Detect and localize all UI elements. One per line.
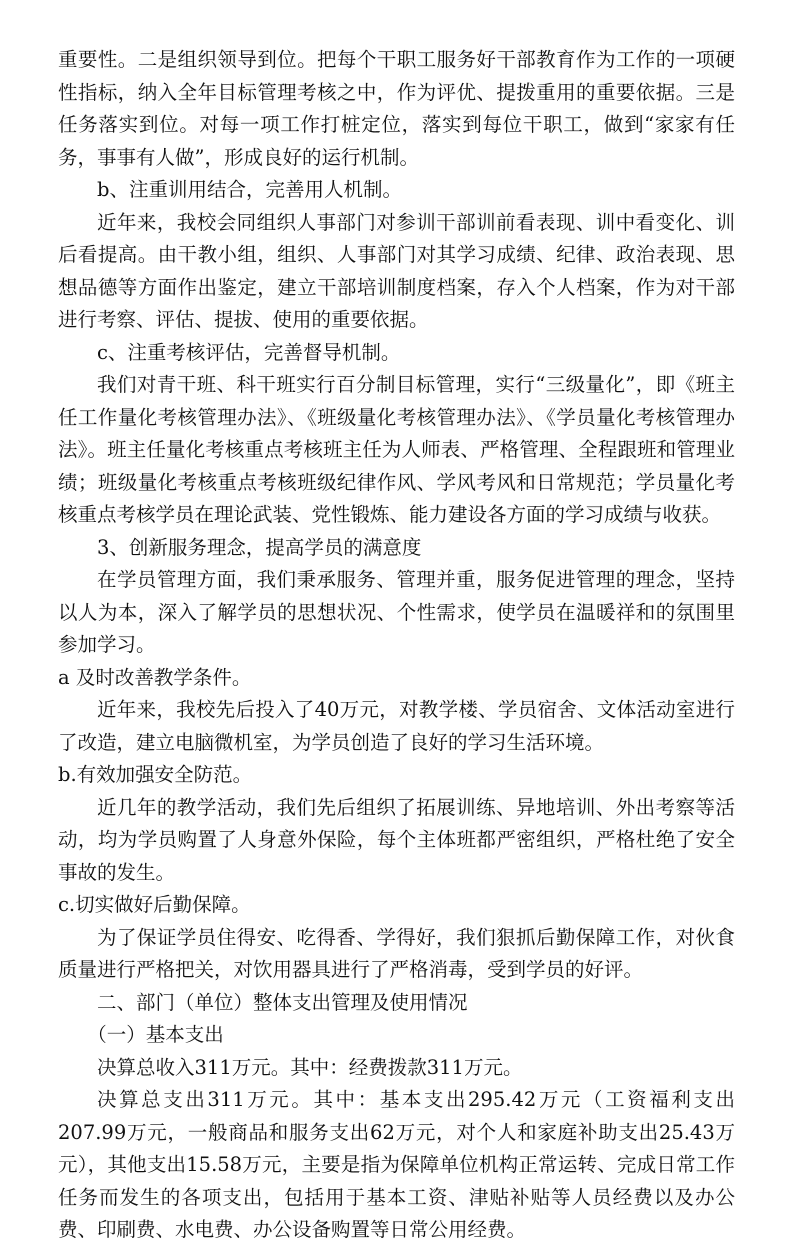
section-heading: 二、部门（单位）整体支出管理及使用情况 <box>97 990 468 1014</box>
paragraph-1: 重要性。二是组织领导到位。把每个干职工服务好干部教育作为工作的一项硬性指标，纳入全年目标管理考核之中，作为评优、提拨重用的重要依据。三是任务落实到位。对每一项工作打桩定位，落实到每位干职工，做到“家家有任务，事事有人做”，形成良好的运行机制。 <box>58 48 735 169</box>
paragraph-2: b、注重训用结合，完善用人机制。 <box>97 178 402 201</box>
paragraph-3: 近年来，我校会同组织人事部门对参训干部训前看表现、训中看变化、训后看提高。由干教小组，组织、人事部门对其学习成绩、纪律、政治表现、思想品德等方面作出鉴定，建立干部培训制度档案，存入个人档案，作为对干部进行考察、评估、提拔、使用的重要依据。 <box>58 210 735 331</box>
paragraph-8: a 及时改善教学条件。 <box>58 665 252 689</box>
paragraph-income: 决算总收入311万元。其中：经费拨款311万元。 <box>97 1055 523 1079</box>
paragraph-10: b.有效加强安全防范。 <box>58 763 253 786</box>
paragraph-4: c、注重考核评估，完善督导机制。 <box>97 340 401 364</box>
paragraph-7: 在学员管理方面，我们秉承服务、管理并重，服务促进管理的理念，坚持以人为本，深入了解学员的思想状况、个性需求，使学员在温暖祥和的氛围里参加学习。 <box>58 568 735 656</box>
paragraph-11: 近几年的教学活动，我们先后组织了拓展训练、异地培训、外出考察等活动，均为学员购置了人身意外保险，每个主体班都严密组织，严格杜绝了安全事故的发生。 <box>58 795 735 884</box>
paragraph-5: 我们对青干班、科干班实行百分制目标管理，实行“三级量化”，即《班主任工作量化考核管理办法》、《班级量化考核管理办法》、《学员量化考核管理办法》。班主任量化考核重点考核班主任为人师表、严格管理、全程跟班和管理业绩；班级量化考核重点考核班级纪律作风、学风考风和日常规范；学员量化考核重点考核学员在理论武装、党性锻炼、能力建设各方面的学习成绩与收获。 <box>58 373 735 526</box>
paragraph-expenditure: 决算总支出311万元。其中：基本支出295.42万元（工资福利支出207.99万元，一般商品和服务支出62万元，对个人和家庭补助支出25.43万元），其他支出15.58万元，主要是指为保障单位机构正常运转、完成日常工作任务而发生的各项支出，包括用于基本工资、津贴补贴等人员经费以及办公费、印刷费、水电费、办公设备购置等日常公用经费。 <box>58 1088 735 1241</box>
paragraph-12: c.切实做好后勤保障。 <box>58 893 251 916</box>
paragraph-6: 3、创新服务理念，提高学员的满意度 <box>97 535 422 559</box>
paragraph-9: 近年来，我校先后投入了40万元，对教学楼、学员宿舍、文体活动室进行了改造，建立电脑微机室，为学员创造了良好的学习生活环境。 <box>58 698 735 754</box>
paragraph-13: 为了保证学员住得安、吃得香、学得好，我们狠抓后勤保障工作，对伙食质量进行严格把关，对饮用器具进行了严格消毒，受到学员的好评。 <box>58 925 735 981</box>
subsection-heading: （一）基本支出 <box>87 1023 224 1046</box>
